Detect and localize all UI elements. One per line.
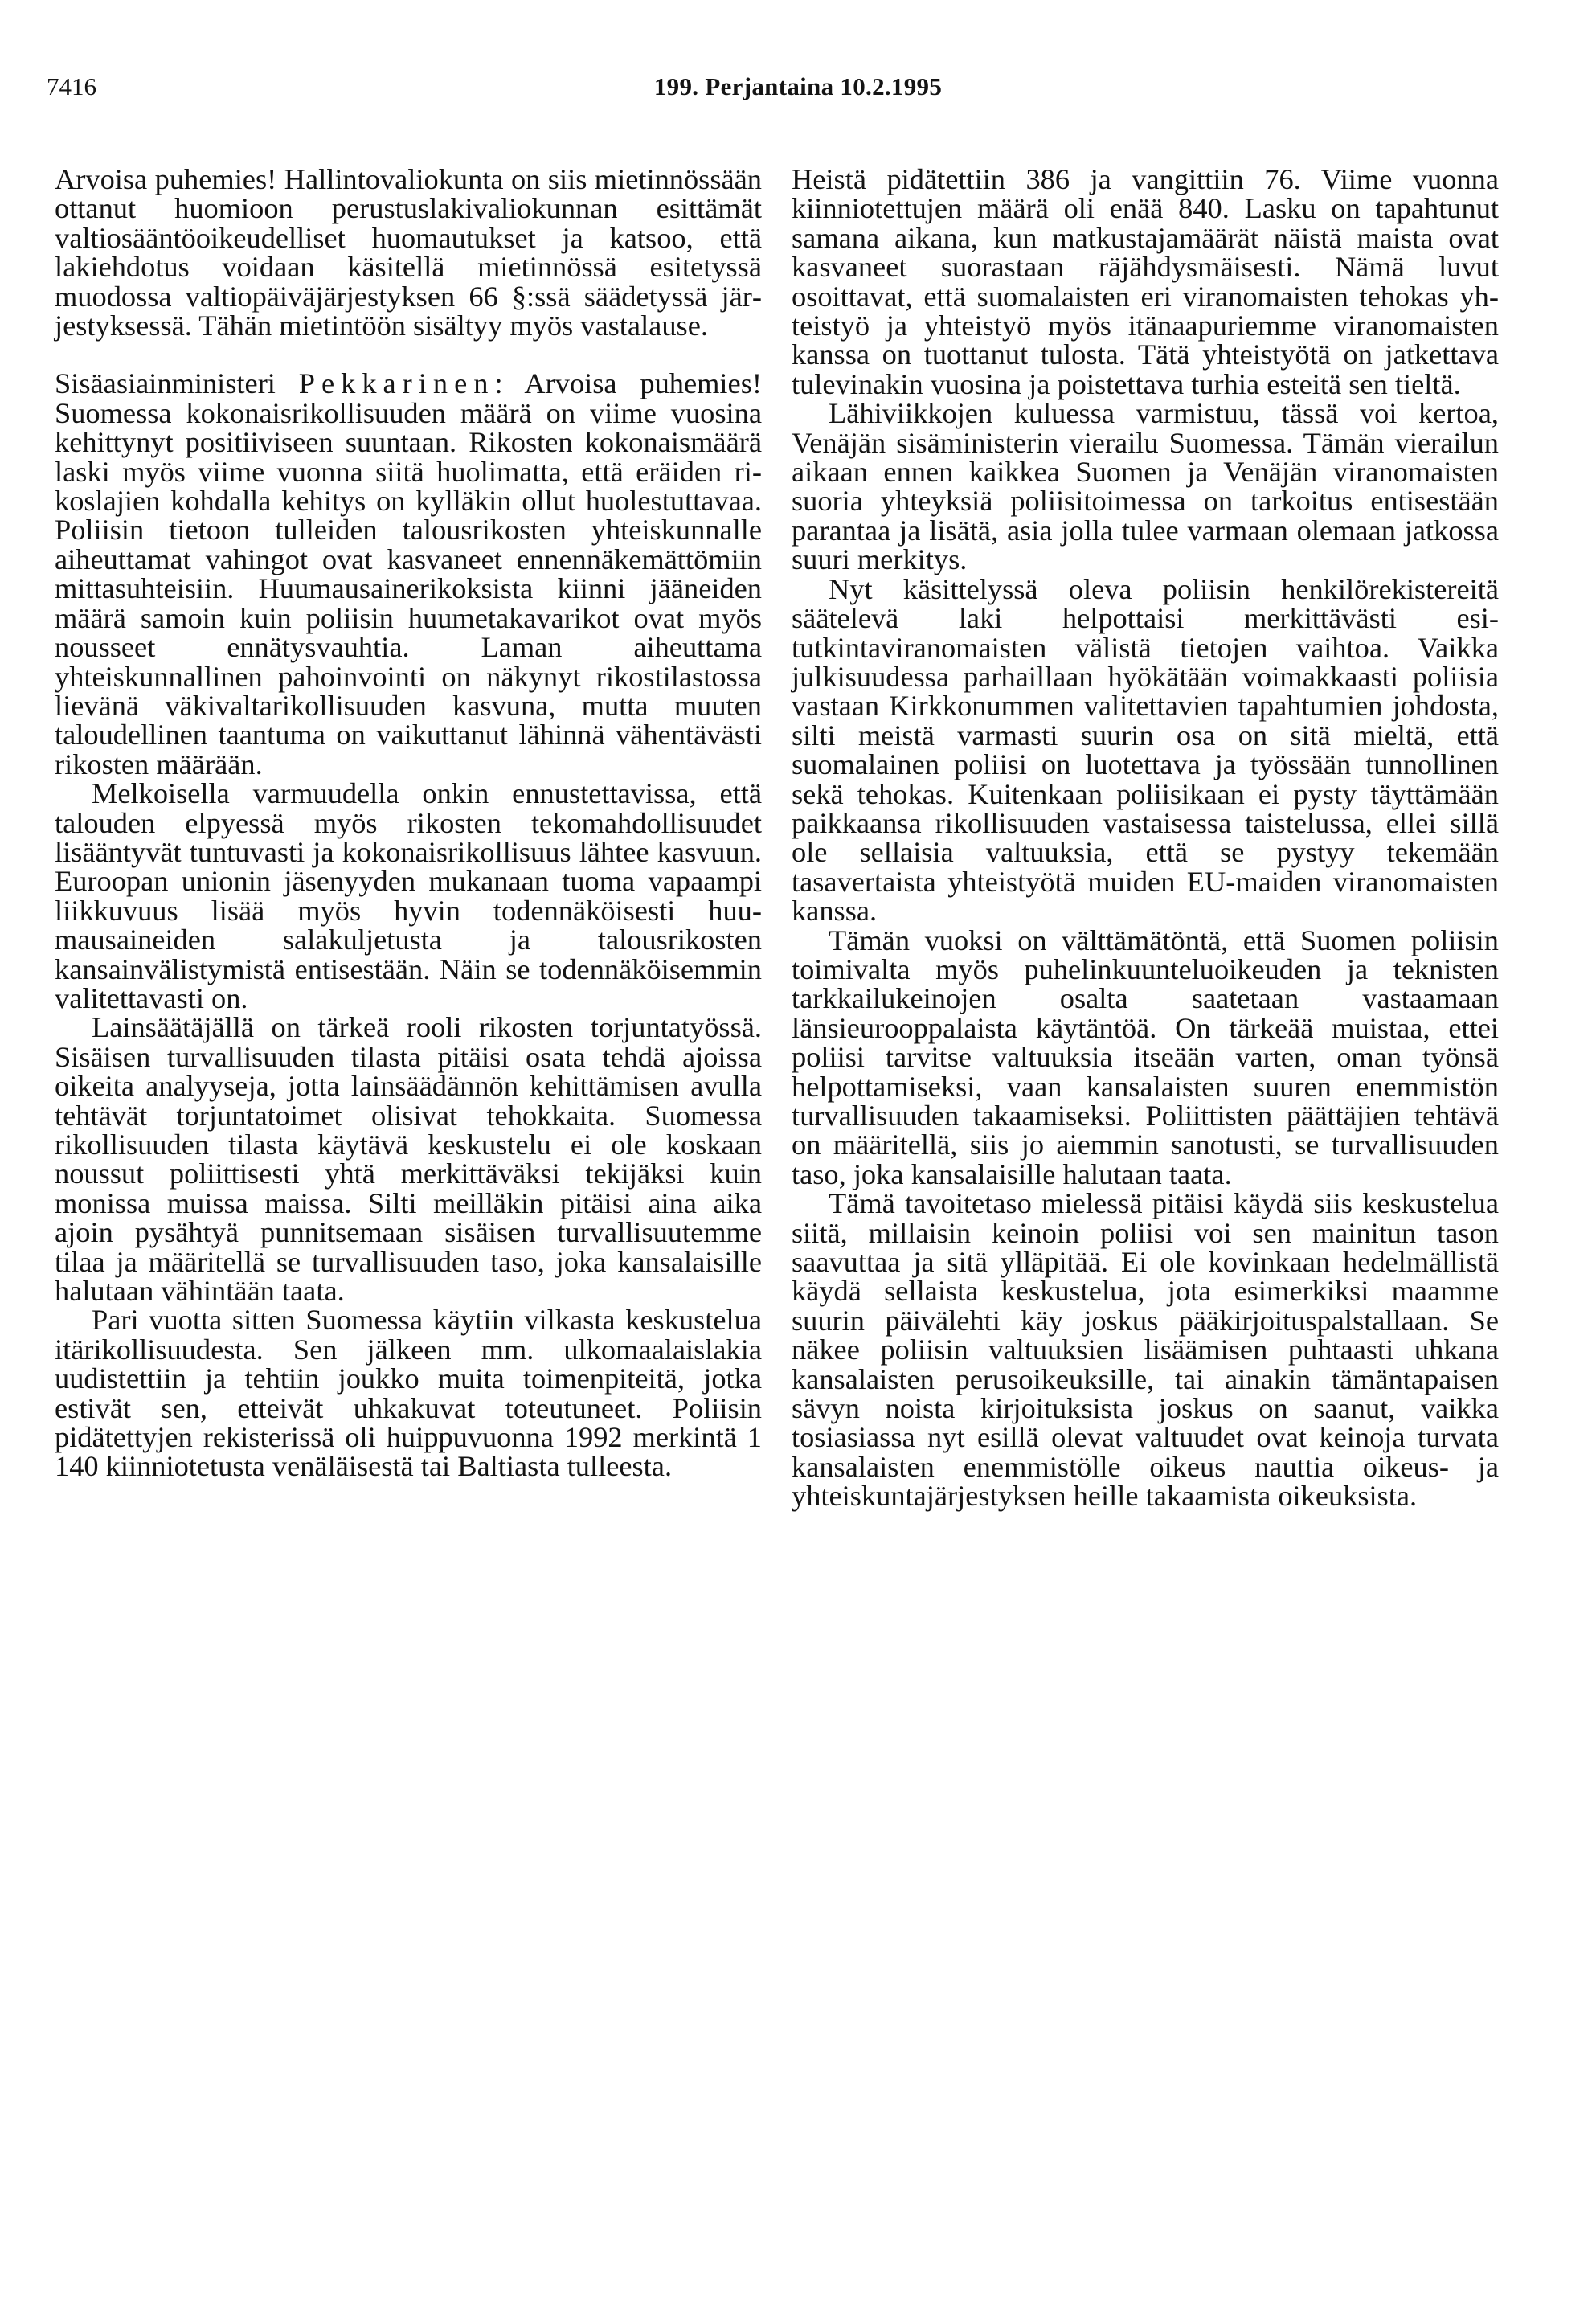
right-column — [792, 165, 1499, 1511]
speaker-name: Pekkarinen — [298, 367, 495, 400]
right-paragraph-4: Tämän vuoksi on välttämätöntä, että Suomen poliisin toimivalta myös puhelinkuunteluoikeuden ja teknisten tarkkailukeinojen osalta saatetaan vastaamaan länsieurooppalaista käytäntöä. On tärkeää muistaa, ettei poliisi tarvitse valtuuksia itseään varten, oman työnsä helpottamiseksi, vaan kansalaisten suuren enemmistön turvallisuuden takaamiseksi. Poliittisten päättäjien tehtävä on määritellä, siis jo aiemmin sanotusti, se turvallisuuden taso, joka kansalaisille halutaan taata. — [792, 924, 1499, 1190]
left-paragraph-5: Pari vuotta sitten Suomessa käytiin vilkasta keskustelua itärikollisuudesta. Sen jälkeen mm. ulkomaalaislakia uudistettiin ja tehtiin joukko muita toimenpiteitä, jotka estivät sen, etteivät uhkakuvat toteutuneet. Poliisin pidätettyjen rekisterissä oli huippuvuonna 1992 merkintä 1 140 kiinniotetusta venäläisestä tai Baltiasta tulleesta. — [55, 1304, 762, 1483]
page-header — [0, 72, 1596, 104]
left-paragraph-2 — [55, 369, 762, 779]
issue-title: 199. Perjantaina 10.2.1995 — [653, 72, 943, 100]
left-paragraph-2-text: : Arvoisa puhemies! Suomessa kokonaisrikollisuuden määrä on viime vuosina kehittynyt positiiviseen suuntaan. Rikosten kokonaismäärä laski myös viime vuonna siitä huolimatta, että eräiden rikoslajien kohdalla kehitys on kylläkin ollut huolestuttavaa. Poliisin tietoon tulleiden talousrikosten yhteiskunnalle aiheuttamat vahingot ovat kasvaneet ennennäkemättömiin mittasuhteisiin. Huumausainerikoksista kiinni jääneiden määrä samoin kuin poliisin huumetakavarikot ovat myös nousseet ennätysvauhtia. Laman aiheuttama yhteiskunnallinen pahoinvointi on näkynyt rikostilastossa lievänä väkivaltarikollisuuden kasvuna, mutta muuten taloudellinen taantuma on vaikuttanut lähinnä vähentävästi rikosten määrään. — [55, 367, 762, 780]
right-paragraph-5: Tämä tavoitetaso mielessä pitäisi käydä siis keskustelua siitä, millaisin keinoin poliisi voi sen mainitun tason saavuttaa ja sitä ylläpitää. Ei ole kovinkaan hedelmällistä käydä sellaista keskustelua, jota esimerkiksi maamme suurin päivälehti käy joskus pääkirjoituspalstallaan. Se näkee poliisin valtuuksien lisäämisen puhtaasti uhkana kansalaisten perusoikeuksille, tai ainakin tämäntapaisen sävyn noista kirjoituksista joskus on saanut, vaikka tosiasiassa nyt esillä olevat valtuudet ovat keinoja turvata kansalaisten enemmistölle oikeus nauttia oikeus- ja yhteiskuntajärjestyksen heille takaamista oikeuksista. — [792, 1187, 1499, 1513]
page-number: 7416 — [47, 72, 96, 100]
right-paragraph-3: Nyt käsittelyssä oleva poliisin henkilörekistereitä säätelevä laki helpottaisi merkittävästi esitutkintaviranomaisten välistä tietojen vaihtoa. Vaikka julkisuudessa parhaillaan hyökätään voimakkaasti poliisia vastaan Kirkkonummen valitettavien tapahtumien johdosta, silti meistä varmasti suurin osa on sitä mieltä, että suomalainen poliisi on luotettava ja työssään tunnollinen sekä tehokas. Kuitenkaan poliisikaan ei pysty täyttämään paikkaansa rikollisuuden vastaisessa taistelussa, ellei sillä ole sellaisia valtuuksia, että se pystyy tekemään tasavertaista yhteistyötä muiden EU-maiden viranomaisten kanssa. — [792, 572, 1499, 928]
right-paragraph-2: Lähiviikkojen kuluessa varmistuu, tässä voi kertoa, Venäjän sisäministerin vierailu Suomessa. Tämän vierailun aikaan ennen kaikkea Suomen ja Venäjän viranomaisten suoria yhteyksiä poliisitoimessa on tarkoitus entisestään parantaa ja lisätä, asia jolla tulee varmaan olemaan jatkossa suuri merkitys. — [792, 397, 1499, 576]
right-paragraph-1: Heistä pidätettiin 386 ja vangittiin 76. Viime vuonna kiinniotettujen määrä oli enää 840. Lasku on tapahtunut samana aikana, kun matkustajamäärät näistä maista ovat kasvaneet suorastaan räjähdysmäisesti. Nämä luvut osoittavat, että suomalaisten eri viranomaisten tehokas yhteistyö ja yhteistyö myös itänaapuriemme viranomaisten kanssa on tuottanut tulosta. Tätä yhteistyötä on jatkettava tulevinakin vuosina ja poistettava turhia esteitä sen tieltä. — [792, 163, 1499, 400]
speaker-title: Sisäasiainministeri — [55, 367, 276, 400]
left-column — [55, 165, 762, 1481]
left-paragraph-3: Melkoisella varmuudella onkin ennustettavissa, että talouden elpyessä myös rikosten tekomahdollisuudet lisääntyvät tuntuvasti ja kokonaisrikollisuus lähtee kasvuun. Euroopan unionin jäsenyyden mukanaan tuoma vapaampi liikkuvuus lisää myös hyvin todennäköisesti huumausaineiden salakuljetusta ja talousrikosten kansainvälistymistä entisestään. Näin se todennäköisemmin valitettavasti on. — [55, 777, 762, 1014]
left-paragraph-4: Lainsäätäjällä on tärkeä rooli rikosten torjuntatyössä. Sisäisen turvallisuuden tilasta pitäisi osata tehdä ajoissa oikeita analyyseja, jotta lainsäädännön kehittämisen avulla tehtävät torjuntatoimet olisivat tehokkaita. Suomessa rikollisuuden tilasta käytävä keskustelu ei ole koskaan noussut poliittisesti yhtä merkittäväksi tekijäksi kuin monissa muissa maissa. Silti meilläkin pitäisi aina aika ajoin pysähtyä punnitsemaan sisäisen turvallisuutemme tilaa ja määritellä se turvallisuuden taso, joka kansalaisille halutaan vähintään taata. — [55, 1011, 762, 1308]
left-paragraph-1: Arvoisa puhemies! Hallintovaliokunta on siis mietinnössään ottanut huomioon perustuslakivaliokunnan esittämät valtiosääntöoikeudelliset huomautukset ja katsoo, että lakiehdotus voidaan käsitellä mietinnössä esitetyssä muodossa valtiopäiväjärjestyksen 66 §:ssä säädetyssä järjestyksessä. Tähän mietintöön sisältyy myös vastalause. — [55, 163, 762, 342]
